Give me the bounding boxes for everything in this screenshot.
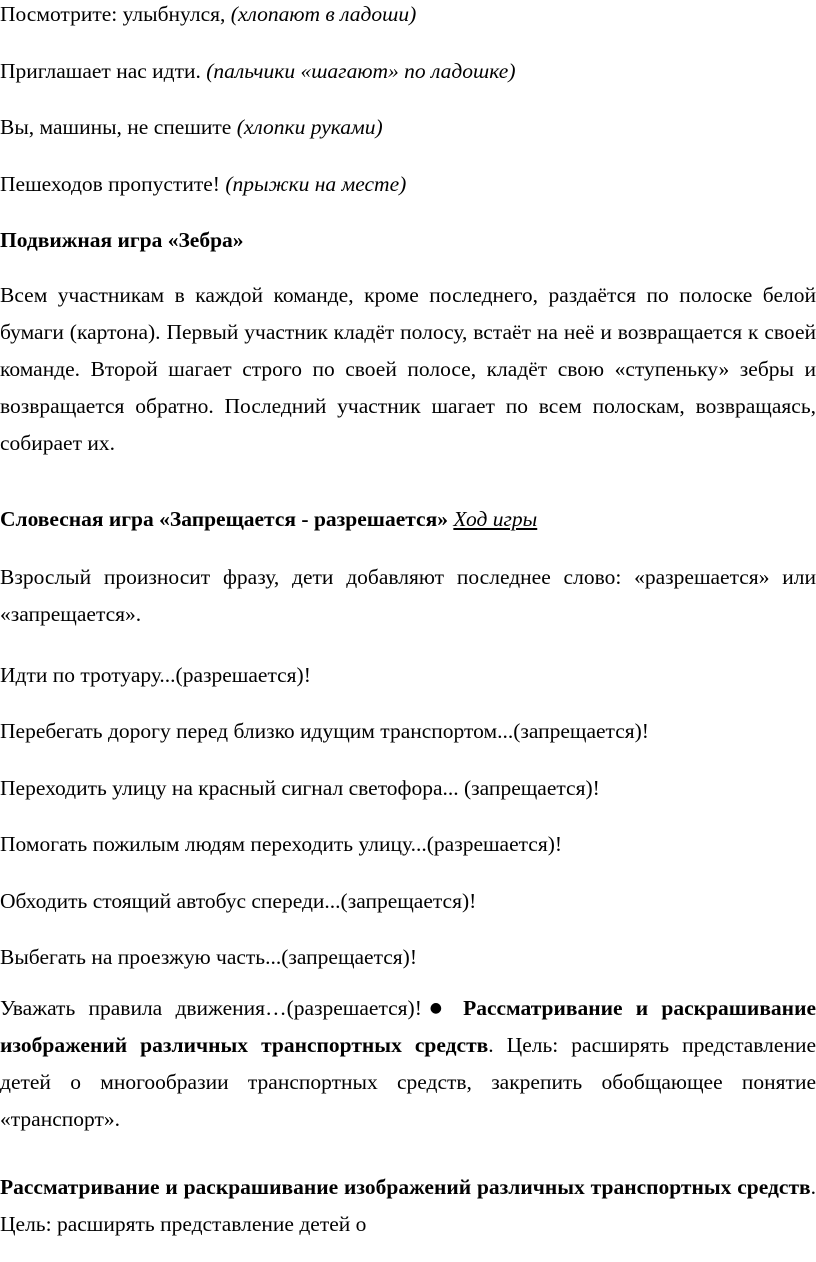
coloring-activity-repeat-paragraph [0, 1169, 816, 1243]
verse-line-4 [0, 172, 406, 196]
coloring-activity-title: Рассматривание и раскрашивание изображений различных транспортных средств [0, 996, 816, 1057]
coloring-activity-repeat-title: Рассматривание и раскрашивание изображений различных транспортных средств [0, 1175, 811, 1199]
coloring-activity-repeat-goal: . Цель: расширять представление детей о [0, 1175, 816, 1236]
coloring-activity-goal: . Цель: расширять представление детей о многообразии транспортных средств, закрепить обобщающее понятие «транспорт». [0, 1033, 816, 1131]
coloring-activity-paragraph [0, 990, 816, 1138]
verse-line-4-note: (прыжки на месте) [225, 172, 407, 196]
word-game-heading-line [0, 507, 537, 531]
verse-line-1-note: (хлопают в ладоши) [230, 2, 417, 26]
rule-line-2: Перебегать дорогу перед близко идущим транспортом...(запрещается)! [0, 719, 649, 743]
rule-line-6: Выбегать на проезжую часть...(запрещается)! [0, 945, 417, 969]
verse-line-2-note: (пальчики «шагают» по ладошке) [206, 59, 516, 83]
rule-line-4: Помогать пожилым людям переходить улицу...(разрешается)! [0, 832, 563, 856]
verse-line-4-text: Пешеходов пропустите! [0, 172, 226, 196]
verse-line-2-text: Приглашает нас идти. [0, 59, 207, 83]
verse-line-1 [0, 2, 416, 26]
zebra-game-text: Всем участникам в каждой команде, кроме последнего, раздаётся по полоске белой бумаги (картона). Первый участник кладёт полосу, встаёт на неё и возвращается к своей команде. Второй шагает строго по своей полосе, кладёт свою «ступеньку» зебры и возвращается обратно. Последний участник шагает по всем полоскам, возвращаясь, собирает их. [0, 283, 816, 455]
word-game-subheading: Ход игры [453, 507, 538, 531]
word-game-intro: Взрослый произносит фразу, дети добавляют последнее слово: «разрешается» или «запрещается». [0, 565, 816, 626]
word-game-heading: Словесная игра «Запрещается - разрешается» [0, 507, 448, 531]
rule-line-5: Обходить стоящий автобус спереди...(запрещается)! [0, 889, 477, 913]
last-rule-line: Уважать правила движения…(разрешается)! [0, 996, 422, 1020]
verse-line-3-note: (хлопки руками) [236, 115, 383, 139]
verse-line-2 [0, 59, 515, 83]
verse-line-1-text: Посмотрите: улыбнулся, [0, 2, 231, 26]
verse-line-3-text: Вы, машины, не спешите [0, 115, 237, 139]
rule-line-3: Переходить улицу на красный сигнал светофора... (запрещается)! [0, 776, 600, 800]
rule-line-1: Идти по тротуару...(разрешается)! [0, 663, 311, 687]
bullet-icon: ● [421, 1000, 450, 1016]
zebra-game-heading: Подвижная игра «Зебра» [0, 228, 244, 252]
verse-line-3 [0, 115, 383, 139]
